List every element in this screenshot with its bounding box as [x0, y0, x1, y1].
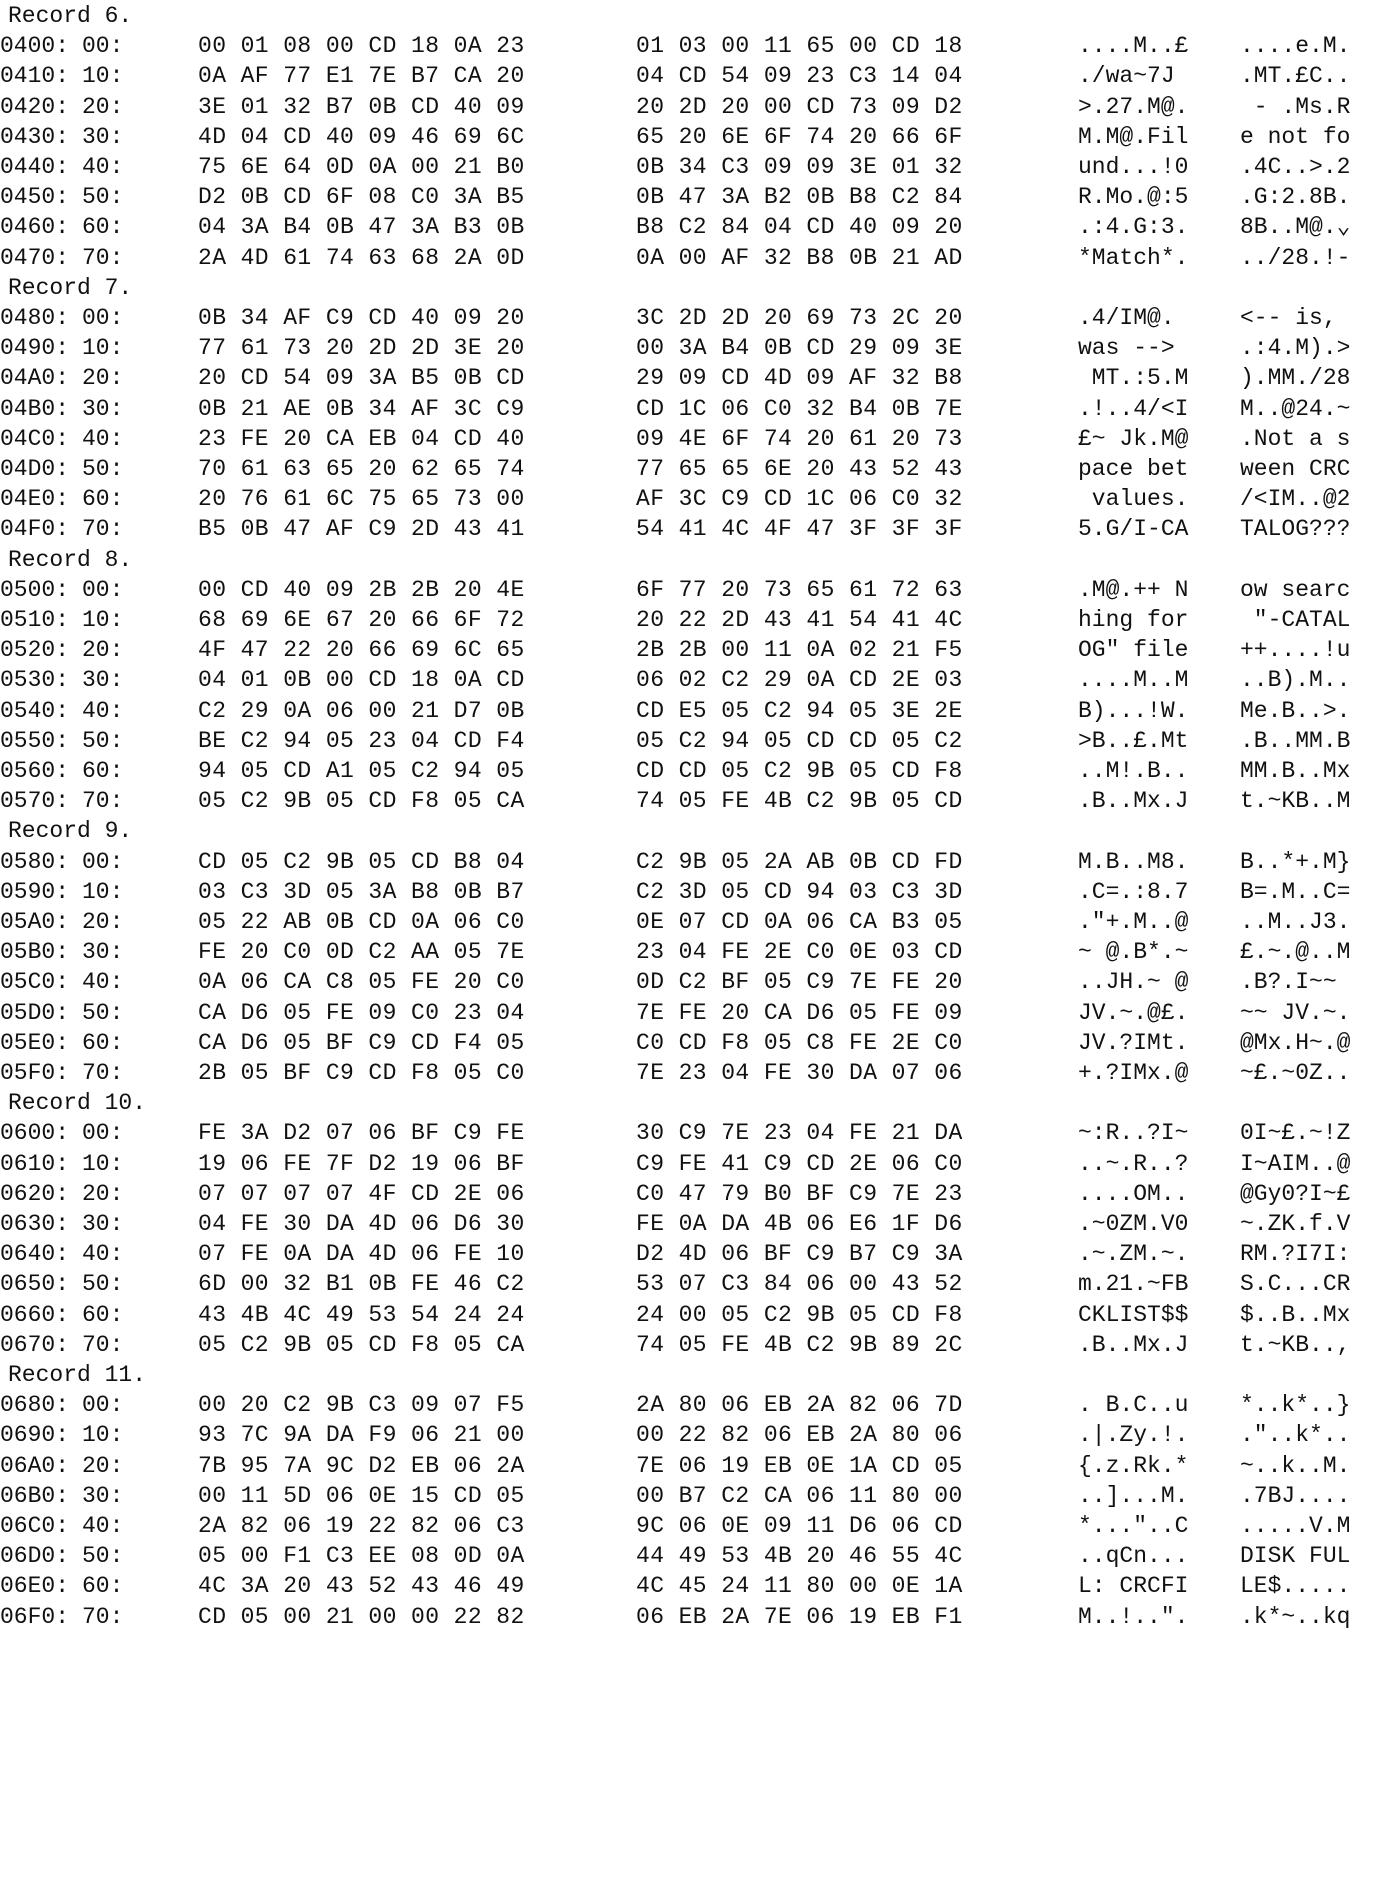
ascii-right: M..@24.~: [1240, 395, 1351, 422]
address: 06F0:: [0, 1603, 70, 1630]
address: 0600:: [0, 1120, 70, 1147]
hex-bytes-right: 30 C9 7E 23 04 FE 21 DA: [636, 1120, 963, 1147]
hex-bytes-right: C0 47 79 B0 BF C9 7E 23: [636, 1180, 963, 1207]
ascii-left: was -->: [1078, 335, 1175, 362]
hex-bytes-left: 07 FE 0A DA 4D 06 FE 10: [198, 1241, 525, 1268]
address: 0430:: [0, 123, 70, 150]
ascii-left: M..!..".: [1078, 1603, 1189, 1630]
offset: 10:: [82, 1150, 124, 1177]
address: 0660:: [0, 1301, 70, 1328]
ascii-left: £~ Jk.M@: [1078, 425, 1189, 452]
hex-bytes-left: 94 05 CD A1 05 C2 94 05: [198, 758, 525, 784]
address: 0680:: [0, 1392, 70, 1419]
hex-bytes-right: 20 22 2D 43 41 54 41 4C: [636, 607, 963, 633]
hex-bytes-right: 0B 47 3A B2 0B B8 C2 84: [636, 184, 963, 211]
hex-bytes-left: 4F 47 22 20 66 69 6C 65: [198, 637, 525, 664]
hex-bytes-left: 00 20 C2 9B C3 09 07 F5: [198, 1392, 525, 1419]
hex-bytes-right: 2B 2B 00 11 0A 02 21 F5: [636, 637, 963, 664]
address: 04E0:: [0, 486, 70, 513]
offset: 70:: [82, 1060, 124, 1086]
hex-bytes-right: 6F 77 20 73 65 61 72 63: [636, 576, 963, 603]
offset: 70:: [82, 788, 124, 815]
ascii-left: R.Mo.@:5: [1078, 184, 1189, 211]
address: 0570:: [0, 788, 70, 815]
hex-bytes-right: 20 2D 20 00 CD 73 09 D2: [636, 93, 963, 120]
hex-bytes-left: 04 3A B4 0B 47 3A B3 0B: [198, 214, 525, 241]
offset: 40:: [82, 425, 124, 452]
ascii-right: ~~ JV.~.: [1240, 999, 1351, 1026]
ascii-right: ~£.~0Z..: [1240, 1060, 1351, 1086]
ascii-left: ."+.M..@: [1078, 909, 1189, 935]
offset: 40:: [82, 154, 124, 180]
offset: 00:: [82, 1392, 124, 1419]
ascii-right: - .Ms.R: [1240, 93, 1351, 120]
hex-bytes-left: FE 3A D2 07 06 BF C9 FE: [198, 1120, 525, 1147]
record-header: Record 7.: [8, 274, 133, 301]
address: 06D0:: [0, 1543, 70, 1570]
offset: 50:: [82, 456, 124, 482]
offset: 00:: [82, 33, 124, 60]
offset: 60:: [82, 214, 124, 241]
offset: 10:: [82, 335, 124, 362]
record-header: Record 8.: [8, 546, 133, 573]
address: 0550:: [0, 727, 70, 754]
offset: 30:: [82, 667, 124, 694]
hex-bytes-right: 29 09 CD 4D 09 AF 32 B8: [636, 365, 963, 392]
offset: 00:: [82, 305, 124, 331]
address: 06B0:: [0, 1482, 70, 1509]
hex-bytes-right: 00 22 82 06 EB 2A 80 06: [636, 1422, 963, 1449]
hex-bytes-left: 03 C3 3D 05 3A B8 0B B7: [198, 878, 525, 905]
record-header: Record 10.: [8, 1090, 147, 1117]
address: 0520:: [0, 637, 70, 664]
ascii-left: ~ @.B*.~: [1078, 939, 1189, 966]
ascii-right: *..k*..}: [1240, 1392, 1351, 1419]
hex-bytes-left: 07 07 07 07 4F CD 2E 06: [198, 1180, 525, 1207]
ascii-right: ..B).M..: [1240, 667, 1351, 694]
hex-bytes-left: 20 CD 54 09 3A B5 0B CD: [198, 365, 525, 392]
hex-bytes-left: 23 FE 20 CA EB 04 CD 40: [198, 425, 525, 452]
ascii-right: ~..k..M.: [1240, 1452, 1351, 1479]
hex-bytes-right: 06 02 C2 29 0A CD 2E 03: [636, 667, 963, 694]
hex-bytes-right: CD E5 05 C2 94 05 3E 2E: [636, 697, 963, 724]
hex-bytes-right: 24 00 05 C2 9B 05 CD F8: [636, 1301, 963, 1328]
hex-bytes-left: 68 69 6E 67 20 66 6F 72: [198, 607, 525, 633]
ascii-right: £.~.@..M: [1240, 939, 1351, 966]
ascii-left: CKLIST$$: [1078, 1301, 1189, 1328]
address: 04D0:: [0, 456, 70, 482]
address: 0490:: [0, 335, 70, 362]
hex-bytes-left: 75 6E 64 0D 0A 00 21 B0: [198, 154, 525, 180]
ascii-right: DISK FUL: [1240, 1543, 1351, 1570]
ascii-left: 5.G/I-CA: [1078, 516, 1189, 543]
hex-bytes-left: CA D6 05 FE 09 C0 23 04: [198, 999, 525, 1026]
hex-bytes-right: CD 1C 06 C0 32 B4 0B 7E: [636, 395, 963, 422]
hex-bytes-left: 04 FE 30 DA 4D 06 D6 30: [198, 1211, 525, 1237]
address: 0670:: [0, 1331, 70, 1358]
ascii-left: ~:R..?I~: [1078, 1120, 1189, 1147]
ascii-right: ~.ZK.f.V: [1240, 1211, 1351, 1237]
ascii-left: .B..Mx.J: [1078, 788, 1189, 815]
ascii-left: ....M..M: [1078, 667, 1189, 694]
hex-bytes-left: 00 01 08 00 CD 18 0A 23: [198, 33, 525, 60]
hex-bytes-left: 0B 21 AE 0B 34 AF 3C C9: [198, 395, 525, 422]
address: 05C0:: [0, 969, 70, 996]
ascii-right: .....V.M: [1240, 1513, 1351, 1539]
address: 0530:: [0, 667, 70, 694]
hex-bytes-left: 0A AF 77 E1 7E B7 CA 20: [198, 63, 525, 90]
hex-bytes-right: 3C 2D 2D 20 69 73 2C 20: [636, 305, 963, 331]
ascii-left: L: CRCFI: [1078, 1573, 1189, 1600]
hex-bytes-left: 2A 82 06 19 22 82 06 C3: [198, 1513, 525, 1539]
ascii-left: ....OM..: [1078, 1180, 1189, 1207]
address: 0630:: [0, 1211, 70, 1237]
hex-bytes-left: 2B 05 BF C9 CD F8 05 C0: [198, 1060, 525, 1086]
ascii-right: .B..MM.B: [1240, 727, 1351, 754]
hex-bytes-right: 0B 34 C3 09 09 3E 01 32: [636, 154, 963, 180]
ascii-right: t.~KB..M: [1240, 788, 1351, 815]
offset: 30:: [82, 123, 124, 150]
ascii-right: $..B..Mx: [1240, 1301, 1351, 1328]
address: 0460:: [0, 214, 70, 241]
offset: 70:: [82, 1331, 124, 1358]
ascii-right: .Not a s: [1240, 425, 1351, 452]
ascii-right: .G:2.8B.: [1240, 184, 1351, 211]
ascii-right: B..*+.M}: [1240, 848, 1351, 875]
ascii-left: .!..4/<I: [1078, 395, 1189, 422]
hex-bytes-left: 4D 04 CD 40 09 46 69 6C: [198, 123, 525, 150]
hex-bytes-left: FE 20 C0 0D C2 AA 05 7E: [198, 939, 525, 966]
address: 04C0:: [0, 425, 70, 452]
hex-bytes-right: 65 20 6E 6F 74 20 66 6F: [636, 123, 963, 150]
offset: 50:: [82, 1271, 124, 1298]
ascii-left: .:4.G:3.: [1078, 214, 1189, 241]
ascii-left: {.z.Rk.*: [1078, 1452, 1189, 1479]
offset: 30:: [82, 939, 124, 966]
offset: 40:: [82, 1513, 124, 1539]
ascii-left: *..."..C: [1078, 1513, 1189, 1539]
hex-bytes-right: 9C 06 0E 09 11 D6 06 CD: [636, 1513, 963, 1539]
ascii-right: e not fo: [1240, 123, 1351, 150]
hex-bytes-right: 01 03 00 11 65 00 CD 18: [636, 33, 963, 60]
ascii-right: ."..k*..: [1240, 1422, 1351, 1449]
offset: 60:: [82, 758, 124, 784]
address: 06A0:: [0, 1452, 70, 1479]
hex-bytes-right: CD CD 05 C2 9B 05 CD F8: [636, 758, 963, 784]
address: 05D0:: [0, 999, 70, 1026]
ascii-right: RM.?I7I:: [1240, 1241, 1351, 1268]
address: 06C0:: [0, 1513, 70, 1539]
offset: 30:: [82, 1482, 124, 1509]
ascii-left: pace bet: [1078, 456, 1189, 482]
ascii-left: ./wa~7J: [1078, 63, 1175, 90]
ascii-right: ow searc: [1240, 576, 1351, 603]
offset: 30:: [82, 395, 124, 422]
ascii-right: .k*~..kq: [1240, 1603, 1351, 1630]
offset: 60:: [82, 1029, 124, 1056]
record-header: Record 9.: [8, 818, 133, 845]
hex-bytes-right: C0 CD F8 05 C8 FE 2E C0: [636, 1029, 963, 1056]
ascii-left: ..qCn...: [1078, 1543, 1189, 1570]
address: 05A0:: [0, 909, 70, 935]
hex-bytes-right: 44 49 53 4B 20 46 55 4C: [636, 1543, 963, 1570]
hex-bytes-left: 3E 01 32 B7 0B CD 40 09: [198, 93, 525, 120]
offset: 20:: [82, 909, 124, 935]
address: 0590:: [0, 878, 70, 905]
ascii-left: JV.?IMt.: [1078, 1029, 1189, 1056]
hex-bytes-right: 4C 45 24 11 80 00 0E 1A: [636, 1573, 963, 1600]
offset: 00:: [82, 576, 124, 603]
hex-bytes-left: 0B 34 AF C9 CD 40 09 20: [198, 305, 525, 331]
hex-bytes-left: 00 CD 40 09 2B 2B 20 4E: [198, 576, 525, 603]
offset: 70:: [82, 516, 124, 543]
hex-bytes-left: 4C 3A 20 43 52 43 46 49: [198, 1573, 525, 1600]
ascii-right: Me.B..>.: [1240, 697, 1351, 724]
ascii-right: ..M..J3.: [1240, 909, 1351, 935]
hex-bytes-right: 0A 00 AF 32 B8 0B 21 AD: [636, 244, 963, 271]
address: 0540:: [0, 697, 70, 724]
ascii-right: ween CRC: [1240, 456, 1351, 482]
offset: 00:: [82, 1120, 124, 1147]
ascii-right: 8B..M@.⌄: [1240, 214, 1351, 241]
ascii-left: >.27.M@.: [1078, 93, 1189, 120]
ascii-left: hing for: [1078, 607, 1189, 633]
hex-bytes-left: CA D6 05 BF C9 CD F4 05: [198, 1029, 525, 1056]
ascii-right: ....e.M.: [1240, 33, 1351, 60]
hex-bytes-right: 7E 06 19 EB 0E 1A CD 05: [636, 1452, 963, 1479]
ascii-right: .4C..>.2: [1240, 154, 1351, 180]
ascii-left: M.M@.Fil: [1078, 123, 1189, 150]
hex-bytes-right: 06 EB 2A 7E 06 19 EB F1: [636, 1603, 963, 1630]
offset: 60:: [82, 486, 124, 513]
offset: 40:: [82, 969, 124, 996]
hex-bytes-right: 2A 80 06 EB 2A 82 06 7D: [636, 1392, 963, 1419]
ascii-left: values.: [1078, 486, 1189, 513]
ascii-left: .C=.:8.7: [1078, 878, 1189, 905]
offset: 60:: [82, 1301, 124, 1328]
hex-bytes-left: 7B 95 7A 9C D2 EB 06 2A: [198, 1452, 525, 1479]
ascii-left: .B..Mx.J: [1078, 1331, 1189, 1358]
ascii-left: +.?IMx.@: [1078, 1060, 1189, 1086]
record-header: Record 6.: [8, 3, 133, 29]
address: 0650:: [0, 1271, 70, 1298]
ascii-left: .~0ZM.V0: [1078, 1211, 1189, 1237]
ascii-left: JV.~.@£.: [1078, 999, 1189, 1026]
ascii-left: und...!0: [1078, 154, 1189, 180]
offset: 50:: [82, 184, 124, 211]
offset: 70:: [82, 1603, 124, 1630]
ascii-left: .~.ZM.~.: [1078, 1241, 1189, 1268]
ascii-left: M.B..M8.: [1078, 848, 1189, 875]
address: 04B0:: [0, 395, 70, 422]
hex-bytes-right: C9 FE 41 C9 CD 2E 06 C0: [636, 1150, 963, 1177]
hex-bytes-right: 74 05 FE 4B C2 9B 89 2C: [636, 1331, 963, 1358]
ascii-left: B)...!W.: [1078, 697, 1189, 724]
address: 04F0:: [0, 516, 70, 543]
offset: 10:: [82, 1422, 124, 1449]
ascii-right: "-CATAL: [1240, 607, 1351, 633]
ascii-right: ).MM./28: [1240, 365, 1351, 392]
address: 0400:: [0, 33, 70, 60]
offset: 10:: [82, 63, 124, 90]
address: 06E0:: [0, 1573, 70, 1600]
address: 0690:: [0, 1422, 70, 1449]
hex-bytes-left: 05 22 AB 0B CD 0A 06 C0: [198, 909, 525, 935]
address: 0640:: [0, 1241, 70, 1268]
ascii-right: @Mx.H~.@: [1240, 1029, 1351, 1056]
address: 04A0:: [0, 365, 70, 392]
hex-bytes-left: 2A 4D 61 74 63 68 2A 0D: [198, 244, 525, 271]
ascii-right: TALOG???: [1240, 516, 1351, 543]
hex-bytes-left: 6D 00 32 B1 0B FE 46 C2: [198, 1271, 525, 1298]
hex-bytes-right: C2 9B 05 2A AB 0B CD FD: [636, 848, 963, 875]
hex-bytes-right: 74 05 FE 4B C2 9B 05 CD: [636, 788, 963, 815]
ascii-right: ../28.!-: [1240, 244, 1351, 271]
hex-bytes-right: 53 07 C3 84 06 00 43 52: [636, 1271, 963, 1298]
offset: 20:: [82, 1452, 124, 1479]
hex-bytes-left: B5 0B 47 AF C9 2D 43 41: [198, 516, 525, 543]
hex-bytes-right: 04 CD 54 09 23 C3 14 04: [636, 63, 963, 90]
ascii-right: t.~KB..,: [1240, 1331, 1351, 1358]
hex-bytes-right: 23 04 FE 2E C0 0E 03 CD: [636, 939, 963, 966]
address: 0620:: [0, 1180, 70, 1207]
offset: 00:: [82, 848, 124, 875]
offset: 50:: [82, 727, 124, 754]
ascii-left: ....M..£: [1078, 33, 1189, 60]
hex-bytes-left: 43 4B 4C 49 53 54 24 24: [198, 1301, 525, 1328]
hex-bytes-left: 0A 06 CA C8 05 FE 20 C0: [198, 969, 525, 996]
ascii-right: 0I~£.~!Z: [1240, 1120, 1351, 1147]
ascii-right: .B?.I~~: [1240, 969, 1337, 996]
offset: 50:: [82, 1543, 124, 1570]
address: 0510:: [0, 607, 70, 633]
ascii-right: <-- is,: [1240, 305, 1337, 331]
hex-bytes-left: CD 05 00 21 00 00 22 82: [198, 1603, 525, 1630]
offset: 60:: [82, 1573, 124, 1600]
offset: 20:: [82, 365, 124, 392]
offset: 10:: [82, 607, 124, 633]
ascii-right: .7BJ....: [1240, 1482, 1351, 1509]
hex-bytes-left: 05 C2 9B 05 CD F8 05 CA: [198, 788, 525, 815]
ascii-right: S.C...CR: [1240, 1271, 1351, 1298]
hex-bytes-left: D2 0B CD 6F 08 C0 3A B5: [198, 184, 525, 211]
ascii-left: .4/IM@.: [1078, 305, 1175, 331]
offset: 20:: [82, 93, 124, 120]
hex-bytes-right: 7E 23 04 FE 30 DA 07 06: [636, 1060, 963, 1086]
hex-bytes-left: 04 01 0B 00 CD 18 0A CD: [198, 667, 525, 694]
hex-bytes-left: CD 05 C2 9B 05 CD B8 04: [198, 848, 525, 875]
ascii-left: ..]...M.: [1078, 1482, 1189, 1509]
hex-bytes-left: BE C2 94 05 23 04 CD F4: [198, 727, 525, 754]
hex-bytes-right: 00 3A B4 0B CD 29 09 3E: [636, 335, 963, 362]
ascii-right: @Gy0?I~£: [1240, 1180, 1351, 1207]
hex-bytes-right: 0D C2 BF 05 C9 7E FE 20: [636, 969, 963, 996]
offset: 70:: [82, 244, 124, 271]
hex-bytes-right: FE 0A DA 4B 06 E6 1F D6: [636, 1211, 963, 1237]
hex-bytes-left: 77 61 73 20 2D 2D 3E 20: [198, 335, 525, 362]
hex-bytes-right: 77 65 65 6E 20 43 52 43: [636, 456, 963, 482]
hex-bytes-left: 05 00 F1 C3 EE 08 0D 0A: [198, 1543, 525, 1570]
address: 05F0:: [0, 1060, 70, 1086]
ascii-right: .:4.M).>: [1240, 335, 1351, 362]
hex-bytes-right: 7E FE 20 CA D6 05 FE 09: [636, 999, 963, 1026]
hex-bytes-right: 05 C2 94 05 CD CD 05 C2: [636, 727, 963, 754]
address: 0440:: [0, 154, 70, 180]
ascii-right: MM.B..Mx: [1240, 758, 1351, 784]
offset: 10:: [82, 878, 124, 905]
ascii-right: I~AIM..@: [1240, 1150, 1351, 1177]
hex-bytes-right: 00 B7 C2 CA 06 11 80 00: [636, 1482, 963, 1509]
ascii-left: >B..£.Mt: [1078, 727, 1189, 754]
hex-bytes-left: 70 61 63 65 20 62 65 74: [198, 456, 525, 482]
address: 0420:: [0, 93, 70, 120]
offset: 20:: [82, 1180, 124, 1207]
address: 0610:: [0, 1150, 70, 1177]
ascii-left: ..JH.~ @: [1078, 969, 1189, 996]
hex-bytes-left: 19 06 FE 7F D2 19 06 BF: [198, 1150, 525, 1177]
address: 0560:: [0, 758, 70, 784]
offset: 40:: [82, 1241, 124, 1268]
hex-bytes-right: AF 3C C9 CD 1C 06 C0 32: [636, 486, 963, 513]
hex-bytes-right: C2 3D 05 CD 94 03 C3 3D: [636, 878, 963, 905]
address: 0470:: [0, 244, 70, 271]
ascii-left: .M@.++ N: [1078, 576, 1189, 603]
address: 05B0:: [0, 939, 70, 966]
ascii-right: B=.M..C=: [1240, 878, 1351, 905]
address: 0410:: [0, 63, 70, 90]
hex-bytes-right: D2 4D 06 BF C9 B7 C9 3A: [636, 1241, 963, 1268]
offset: 30:: [82, 1211, 124, 1237]
hex-bytes-right: B8 C2 84 04 CD 40 09 20: [636, 214, 963, 241]
ascii-left: MT.:5.M: [1078, 365, 1189, 392]
ascii-right: ++....!u: [1240, 637, 1351, 664]
ascii-left: OG" file: [1078, 637, 1189, 664]
hex-bytes-left: 93 7C 9A DA F9 06 21 00: [198, 1422, 525, 1449]
ascii-left: ..~.R..?: [1078, 1150, 1189, 1177]
hex-bytes-left: 00 11 5D 06 0E 15 CD 05: [198, 1482, 525, 1509]
offset: 50:: [82, 999, 124, 1026]
ascii-right: LE$.....: [1240, 1573, 1351, 1600]
ascii-left: m.21.~FB: [1078, 1271, 1189, 1298]
address: 0580:: [0, 848, 70, 875]
record-header: Record 11.: [8, 1362, 147, 1388]
hex-bytes-right: 09 4E 6F 74 20 61 20 73: [636, 425, 963, 452]
address: 05E0:: [0, 1029, 70, 1056]
hex-bytes-left: 05 C2 9B 05 CD F8 05 CA: [198, 1331, 525, 1358]
address: 0500:: [0, 576, 70, 603]
ascii-left: .|.Zy.!.: [1078, 1422, 1189, 1449]
offset: 40:: [82, 697, 124, 724]
ascii-left: . B.C..u: [1078, 1392, 1189, 1419]
ascii-right: .MT.£C..: [1240, 63, 1351, 90]
ascii-left: *Match*.: [1078, 244, 1189, 271]
offset: 20:: [82, 637, 124, 664]
hex-bytes-left: C2 29 0A 06 00 21 D7 0B: [198, 697, 525, 724]
address: 0450:: [0, 184, 70, 211]
hex-bytes-left: 20 76 61 6C 75 65 73 00: [198, 486, 525, 513]
hex-bytes-right: 0E 07 CD 0A 06 CA B3 05: [636, 909, 963, 935]
ascii-right: /<IM..@2: [1240, 486, 1351, 513]
hex-bytes-right: 54 41 4C 4F 47 3F 3F 3F: [636, 516, 963, 543]
ascii-left: ..M!.B..: [1078, 758, 1189, 784]
address: 0480:: [0, 305, 70, 331]
